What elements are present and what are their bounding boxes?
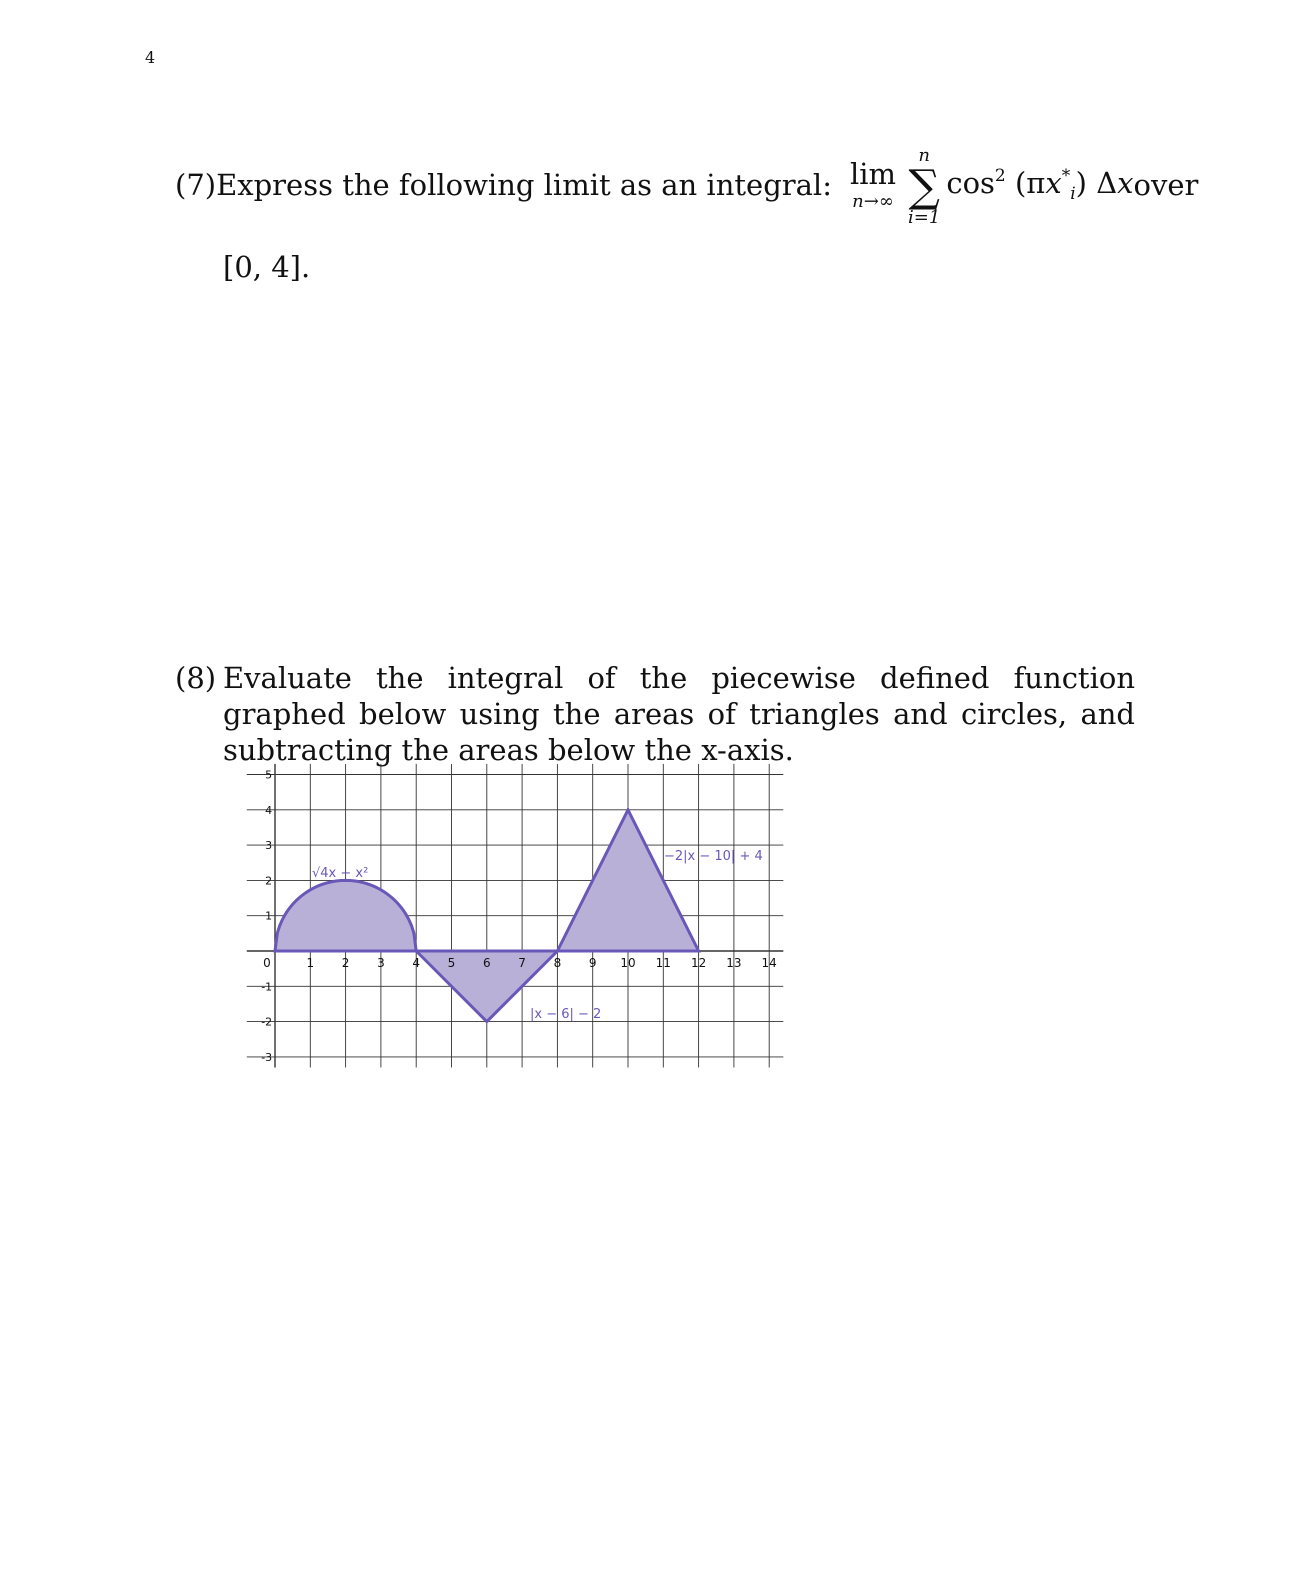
semicircle-label: √4x − x² (312, 866, 369, 881)
limit-expression (849, 156, 897, 212)
x-tick-label: 13 (726, 956, 742, 970)
problem-7-label: (7) (175, 168, 217, 202)
x-tick-label: 4 (412, 956, 421, 970)
x-tick-label: 5 (447, 956, 456, 970)
y-tick-label: 3 (265, 839, 273, 853)
x-tick-label: 11 (655, 956, 671, 970)
x-tick-label: 1 (306, 956, 315, 970)
problem-7-text: Express the following limit as an integral: (216, 168, 832, 202)
x-tick-label: 2 (341, 956, 350, 970)
problem-7 (175, 145, 1199, 285)
x-tick-label: 8 (553, 956, 562, 970)
y-tick-label: 2 (265, 874, 273, 888)
x-tick-labels (263, 956, 777, 970)
x-tick-label: 7 (518, 956, 526, 970)
y-tick-label: 4 (265, 803, 273, 817)
x-tick-label: 0 (263, 956, 271, 970)
x-tick-label: 14 (761, 956, 777, 970)
problem-7-interval: [0, 4]. (223, 250, 311, 284)
problem-8-label: (8) (175, 661, 217, 695)
x-tick-label: 10 (620, 956, 636, 970)
star-sup: * (1061, 166, 1071, 186)
sigma-icon: ∑ (908, 161, 940, 212)
sum-expression (908, 147, 940, 227)
dx-var: x (1117, 166, 1134, 200)
y-tick-labels (261, 769, 272, 1064)
page-number: 4 (145, 48, 156, 67)
lim-label: lim (849, 156, 897, 191)
x-tick-label: 12 (690, 956, 707, 970)
piecewise-graph (240, 756, 800, 1076)
triangle-label: −2|x − 10| + 4 (664, 849, 763, 864)
summand (946, 158, 1133, 212)
i-sub: i (1070, 184, 1076, 204)
delta-symbol: Δ (1096, 166, 1118, 200)
y-tick-label: 1 (265, 909, 273, 923)
sum-lower: i=1 (908, 207, 941, 228)
close-paren: ) (1075, 166, 1087, 200)
abs-v-label: |x − 6| − 2 (530, 1007, 602, 1022)
x-tick-label: 3 (377, 956, 385, 970)
x-tick-label: 9 (588, 956, 597, 970)
problem-8 (175, 660, 1135, 768)
lim-subscript: n→∞ (852, 190, 894, 212)
cos-label: cos (946, 166, 995, 200)
sum-upper: n (918, 145, 930, 166)
open-paren: (π (1014, 166, 1046, 200)
over-word: over (1133, 168, 1199, 202)
x-tick-label: 6 (482, 956, 491, 970)
y-tick-label: -1 (261, 980, 273, 994)
x-var: x (1045, 166, 1062, 200)
problem-8-text: Evaluate the integral of the piecewise defined function graphed below using the areas of triangles and circles, and subtracting the areas below the x-axis. (223, 661, 1135, 767)
semicircle-region (275, 880, 416, 951)
y-tick-label: -3 (261, 1050, 273, 1064)
problem-7-line-1 (175, 145, 1199, 228)
y-tick-label: -2 (261, 1015, 273, 1029)
y-tick-label: 5 (265, 768, 273, 782)
cos-exponent: 2 (994, 166, 1006, 186)
